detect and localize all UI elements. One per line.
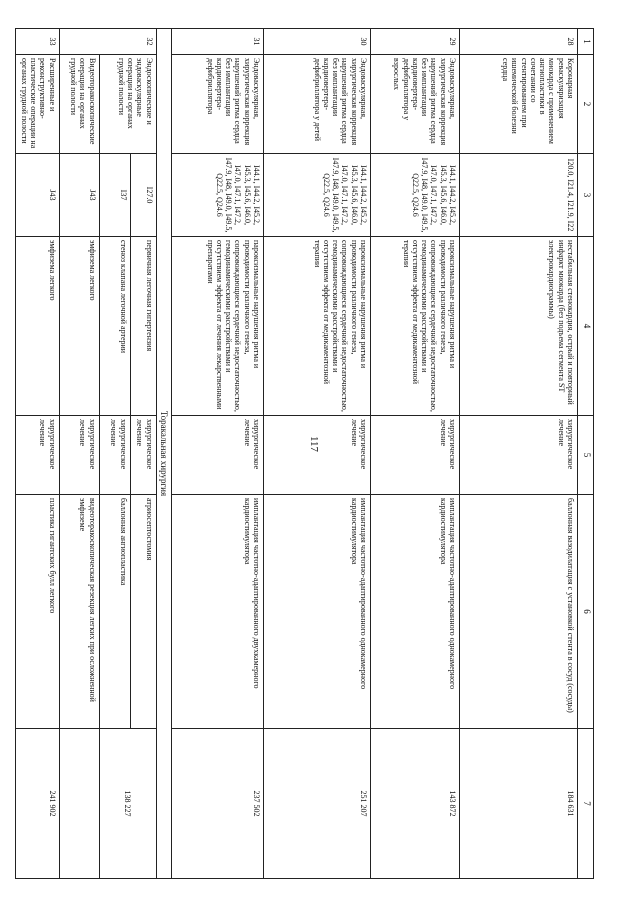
rotated-table-container bbox=[19, 28, 594, 878]
care-type-name: Эндоваскулярная, хирургическая коррекция нарушений ритма сердца без имплантации кардиовертера-дефибриллятора у взрослых bbox=[371, 55, 460, 154]
care-type-name: Видеоторакоскопические операции на органах грудной полости bbox=[59, 55, 99, 154]
treatment-method: баллонная ангиопластика bbox=[99, 495, 130, 729]
treatment-kind: хирургическое лечение bbox=[264, 416, 371, 495]
row-number: 32 bbox=[59, 29, 156, 55]
patient-model: пароксизмальные нарушения ритма и проводимости различного генеза, сопровождающиеся сердечной недостаточностью, гемодинамическими расстройствами и отсутствием эффекта от лечения лекарственными препаратами bbox=[172, 237, 264, 416]
table-row bbox=[15, 29, 59, 879]
treatment-kind: хирургическое лечение bbox=[371, 416, 460, 495]
patient-model: нестабильная стенокардия, острый и повторный инфаркт миокарда (без подъема сегмента ST электрокардиограммы) bbox=[460, 237, 578, 416]
care-type-name: Эндоваскулярная, хирургическая коррекция нарушений ритма сердца без имплантации кардиовертера-дефибриллятора bbox=[172, 55, 264, 154]
patient-model: стеноз клапана легочной артерии bbox=[99, 237, 130, 416]
treatment-method: пластика гигантских булл легкого bbox=[15, 495, 59, 729]
section-title: Торакальная хирургия bbox=[156, 29, 171, 879]
diagnosis-codes: J43 bbox=[15, 154, 59, 237]
column-number: 3 bbox=[578, 154, 594, 237]
table-row bbox=[371, 29, 460, 879]
patient-model: эмфизема легкого bbox=[59, 237, 99, 416]
table-row bbox=[59, 29, 99, 879]
row-number: 33 bbox=[15, 29, 59, 55]
treatment-kind: хирургическое лечение bbox=[99, 416, 130, 495]
column-number: 6 bbox=[578, 495, 594, 729]
column-number-row bbox=[578, 29, 594, 879]
diagnosis-codes: I37 bbox=[99, 154, 130, 237]
cost-value: 184 631 bbox=[460, 729, 578, 879]
column-number: 4 bbox=[578, 237, 594, 416]
page-number: 117 bbox=[308, 435, 321, 453]
section-header-row bbox=[156, 29, 171, 879]
patient-model: пароксизмальные нарушения ритма и проводимости различного генеза, сопровождающиеся сердечной недостаточностью, гемодинамическими расстройствами и отсутствием эффекта от медикаментозной терапии bbox=[371, 237, 460, 416]
diagnosis-codes: I27.0 bbox=[130, 154, 156, 237]
diagnosis-codes: I44.1, I44.2, I45.2, I45.3, I45.6, I46.0, I47.0, I47.1, I47.2, I47.9, I48, I49.0, I49.5, Q22.5, Q24.6 bbox=[264, 154, 371, 237]
column-number: 7 bbox=[578, 729, 594, 879]
cost-value: 143 872 bbox=[371, 729, 460, 879]
treatment-method: баллонная вазодилатация с установкой стента в сосуд (сосуды) bbox=[460, 495, 578, 729]
cost-value: 138 227 bbox=[99, 729, 156, 879]
diagnosis-codes: J43 bbox=[59, 154, 99, 237]
table-row bbox=[130, 29, 156, 879]
treatment-method: атриосептостомия bbox=[130, 495, 156, 729]
medical-care-table bbox=[15, 28, 594, 879]
diagnosis-codes: I44.1, I44.2, I45.2, I45.3, I45.6, I46.0, I47.0, I47.1, I47.2, I47.9, I48, I49.0, I49.5, Q22.5, Q24.6 bbox=[172, 154, 264, 237]
column-number: 5 bbox=[578, 416, 594, 495]
patient-model: эмфизема легкого bbox=[15, 237, 59, 416]
treatment-kind: хирургическое лечение bbox=[130, 416, 156, 495]
care-type-name: Коронарная реваскуляризация миокарда с применением ангиопластики в сочетании со стентированием при ишемической болезни сердца bbox=[460, 55, 578, 154]
row-number: 28 bbox=[460, 29, 578, 55]
table-row bbox=[172, 29, 264, 879]
treatment-kind: хирургическое лечение bbox=[172, 416, 264, 495]
cost-value: 251 207 bbox=[264, 729, 371, 879]
column-number: 1 bbox=[578, 29, 594, 55]
cost-value: 237 502 bbox=[172, 729, 264, 879]
patient-model: первичная легочная гипертензия bbox=[130, 237, 156, 416]
treatment-kind: хирургическое лечение bbox=[15, 416, 59, 495]
row-number: 29 bbox=[371, 29, 460, 55]
treatment-method: видеоторакоскопическая резекция легких при осложненной эмфиземе bbox=[59, 495, 99, 729]
row-number: 31 bbox=[172, 29, 264, 55]
diagnosis-codes: I20.0, I21.4, I21.9, I22 bbox=[460, 154, 578, 237]
table-row bbox=[264, 29, 371, 879]
table-row bbox=[460, 29, 578, 879]
treatment-kind: хирургическое лечение bbox=[59, 416, 99, 495]
patient-model: пароксизмальные нарушения ритма и проводимости различного генеза, сопровождающиеся сердечной недостаточностью, гемодинамическими расстройствами и отсутствием эффекта от медикаментозной терапии bbox=[264, 237, 371, 416]
treatment-kind: хирургическое лечение bbox=[460, 416, 578, 495]
care-type-name: Эндоваскулярная, хирургическая коррекция нарушений ритма сердца без имплантации кардиовертера-дефибриллятора у детей bbox=[264, 55, 371, 154]
diagnosis-codes: I44.1, I44.2, I45.2, I45.3, I45.6, I46.0, I47.0, I47.1, I47.2, I47.9, I48, I49.0, I49.5, Q22.5, Q24.6 bbox=[371, 154, 460, 237]
cost-value-empty bbox=[59, 729, 99, 879]
row-number: 30 bbox=[264, 29, 371, 55]
column-number: 2 bbox=[578, 55, 594, 154]
treatment-method: имплантация частотно-адаптированного двухкамерного кардиостимулятора bbox=[172, 495, 264, 729]
treatment-method: имплантация частотно-адаптированного однокамерного кардиостимулятора bbox=[371, 495, 460, 729]
cost-value: 241 902 bbox=[15, 729, 59, 879]
care-type-name: Расширенные и реконструктивно-пластические операции на органах грудной полости bbox=[15, 55, 59, 154]
treatment-method: имплантация частотно-адаптированного однокамерного кардиостимулятора bbox=[264, 495, 371, 729]
care-type-name: Эндоскопические и эндоваскулярные операции на органах грудной полости bbox=[99, 55, 156, 154]
